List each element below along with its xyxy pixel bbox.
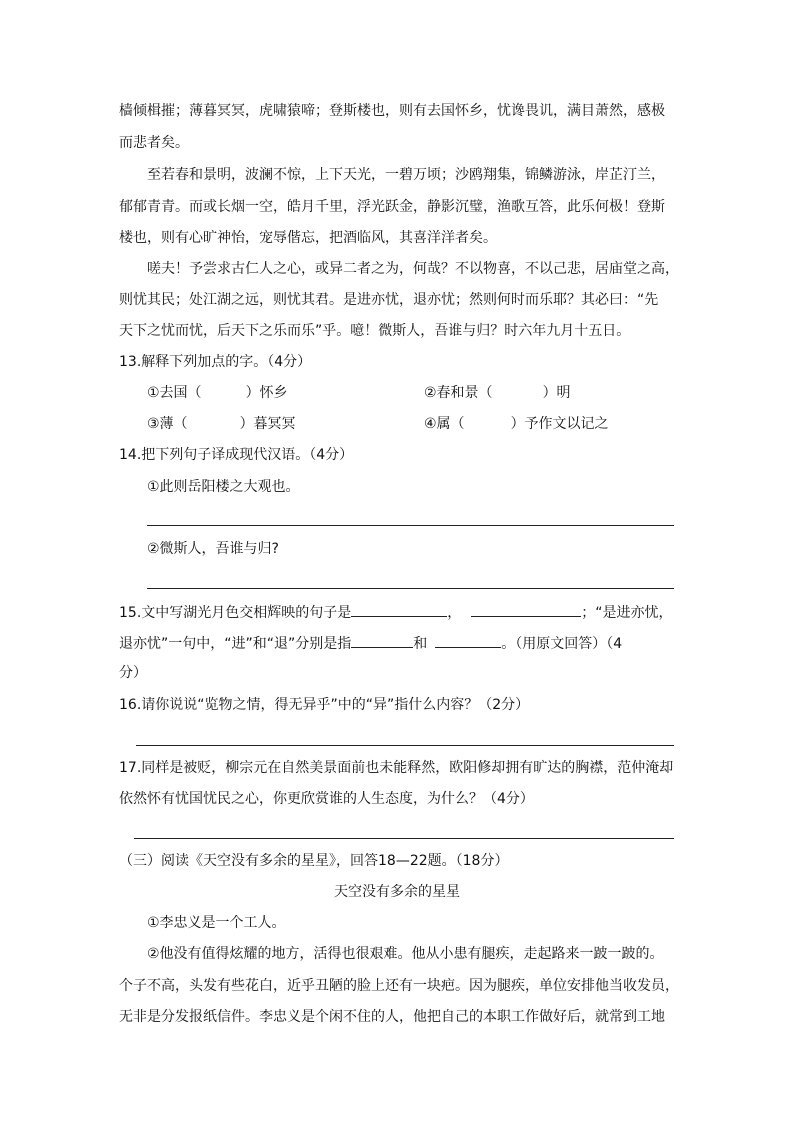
q13-item-4-post: ）予作文以记之 [510, 416, 609, 432]
article-paragraph-2-line: 个子不高，头发有些花白，近乎丑陋的脸上还有一块疤。因为腿疾，单位安排他当收发员， [119, 978, 679, 994]
q15-text-b: ， [447, 605, 462, 621]
q14-answer-line-1[interactable] [147, 525, 674, 526]
q13-item-3 [147, 414, 296, 434]
q13-item-1-post: ）怀乡 [245, 385, 288, 401]
passage-line: 楼也，则有心旷神怡，宠辱偕忘，把酒临风，其喜洋洋者矣。 [119, 230, 497, 246]
q13-item-3-post: ）暮冥冥 [239, 416, 296, 432]
passage-line: 樯倾楫摧；薄暮冥冥，虎啸猿啼；登斯楼也，则有去国怀乡，忧谗畏讥，满目萧然，感极 [119, 103, 665, 119]
q15-line-1 [119, 602, 673, 623]
q13-item-2 [424, 383, 571, 403]
passage-line: 天下之忧而忧，后天下之乐而乐”乎。噫！微斯人，吾谁与归？时六年九月十五日。 [119, 323, 631, 339]
q16-stem: 16.请你说说“览物之情，得无异乎”中的“异”指什么内容？（2分） [119, 697, 530, 713]
q15-text-e: 和 [413, 636, 428, 652]
passage-line: 郁郁青青。而或长烟一空，皓月千里，浮光跃金，静影沉璧，渔歌互答，此乐何极！登斯 [119, 199, 665, 215]
q13-item-2-pre: ②春和景（ [424, 385, 493, 401]
passage-line: 嗟夫！予尝求古仁人之心，或异二者之为，何哉？不以物喜，不以己悲，居庙堂之高， [147, 261, 679, 277]
q13-item-2-post: ）明 [542, 385, 571, 401]
q13-item-3-pre: ③薄（ [147, 416, 188, 432]
q14-sentence-2: ②微斯人，吾谁与归? [147, 541, 279, 557]
q13-item-1 [147, 383, 288, 403]
section3-heading: （三）阅读《天空没有多余的星星》，回答18—22题。（18分） [119, 853, 509, 869]
q15-blank-1[interactable] [351, 602, 447, 617]
passage-line: 至若春和景明，波澜不惊，上下天光，一碧万顷；沙鸥翔集，锦鳞游泳，岸芷汀兰， [147, 167, 665, 183]
q14-stem: 14.把下列句子译成现代汉语。（4分） [119, 447, 354, 463]
q15-blank-2[interactable] [471, 602, 581, 617]
q15-text-f: 。（用原文回答）（4 [501, 636, 623, 652]
q17-line-2: 依然怀有忧国忧民之心，你更欣赏谁的人生态度，为什么？（4分） [119, 791, 534, 807]
article-paragraph-1: ①李忠义是一个工人。 [147, 915, 286, 931]
q13-item-4-pre: ④属（ [424, 416, 465, 432]
q14-sentence-1: ①此则岳阳楼之大观也。 [147, 479, 300, 495]
passage-line: 则忧其民；处江湖之远，则忧其君。是进亦忧，退亦忧；然则何时而乐耶？其必曰：“先 [119, 292, 659, 308]
q13-item-4 [424, 414, 609, 434]
article-title: 天空没有多余的星星 [334, 884, 460, 900]
q15-line-2 [119, 633, 622, 654]
q17-line-1: 17.同样是被贬，柳宗元在自然美景面前也未能释然，欧阳修却拥有旷达的胸襟，范仲淹却 [119, 760, 674, 776]
q15-blank-4[interactable] [435, 633, 501, 648]
q17-answer-line[interactable] [134, 838, 674, 839]
q16-answer-line[interactable] [136, 745, 674, 746]
q13-item-1-pre: ①去国（ [147, 385, 202, 401]
q15-text-c: ；“是进亦忧， [581, 605, 673, 621]
q14-answer-line-2[interactable] [147, 588, 674, 589]
passage-line: 而悲者矣。 [119, 135, 189, 151]
article-paragraph-2-line: ②他没有值得炫耀的地方，活得也很艰难。他从小患有腿疾，走起路来一跛一跛的。 [147, 946, 664, 962]
q15-blank-3[interactable] [351, 633, 413, 648]
q15-text-d: 退亦忧”一句中，“进”和“退”分别是指 [119, 636, 352, 652]
q15-line-3: 分） [119, 665, 147, 681]
q15-text-a: 15.文中写湖光月色交相辉映的句子是 [119, 605, 352, 621]
article-paragraph-2-line: 无非是分发报纸信件。李忠义是个闲不住的人，他把自己的本职工作做好后，就常到工地 [119, 1009, 665, 1025]
q13-stem: 13.解释下列加点的字。（4分） [119, 354, 312, 370]
